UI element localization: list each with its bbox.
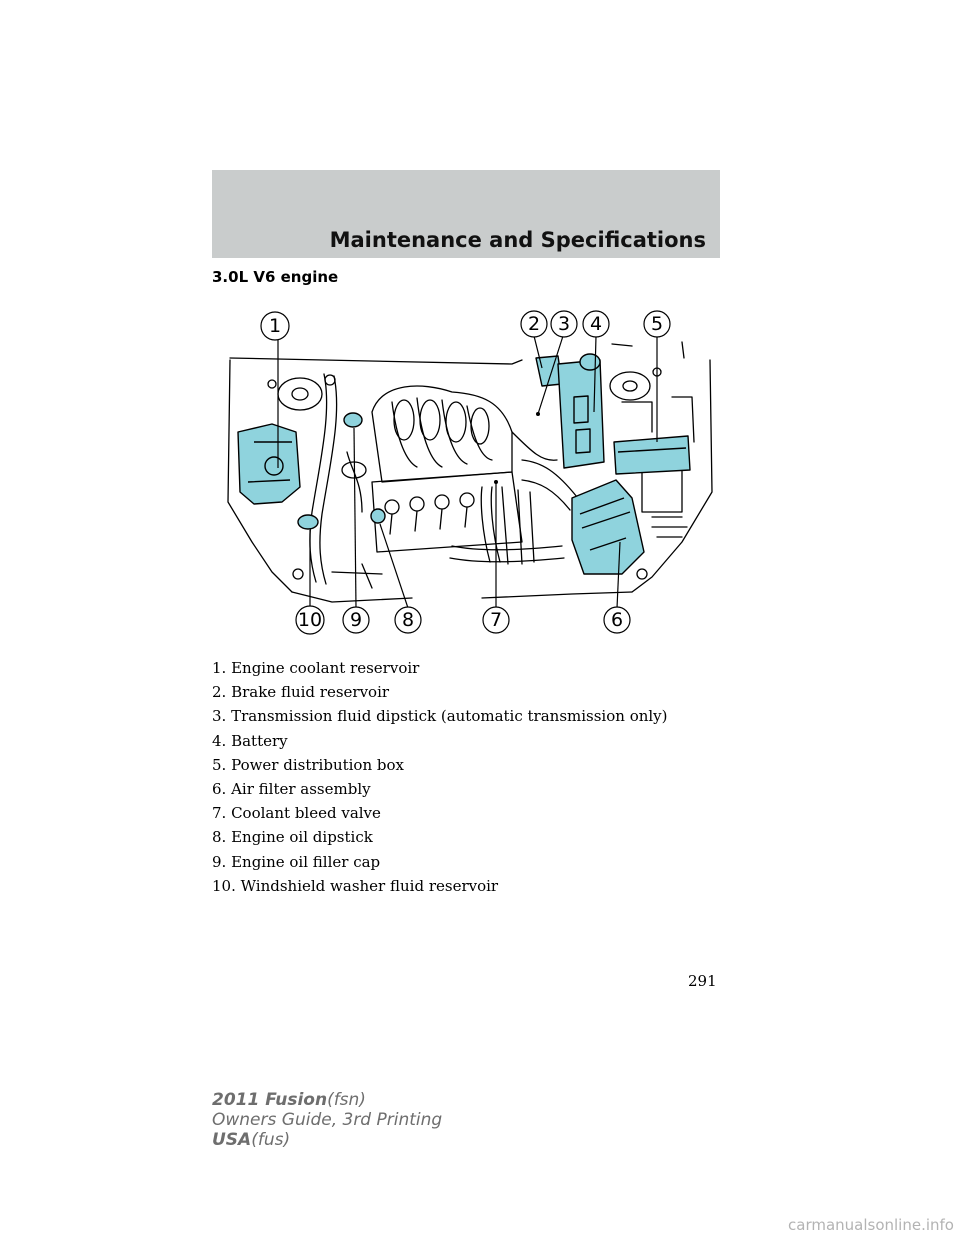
callout-8: 8 <box>401 609 415 631</box>
callout-6: 6 <box>610 609 624 631</box>
legend-item: 10. Windshield washer fluid reservoir <box>212 876 499 895</box>
callout-10: 10 <box>297 609 323 631</box>
power-distribution-box <box>614 436 690 474</box>
hood-line <box>230 358 522 364</box>
callout-7: 7 <box>489 609 503 631</box>
engine-block <box>372 472 522 552</box>
component-legend <box>212 656 668 898</box>
legend-item: 6. Air filter assembly <box>212 779 371 798</box>
legend-item: 5. Power distribution box <box>212 755 404 774</box>
oil-dipstick <box>371 509 385 523</box>
footer-model: 2011 Fusion <box>212 1090 328 1110</box>
legend-item: 9. Engine oil filler cap <box>212 852 381 871</box>
footer-line-3 <box>212 1130 442 1150</box>
callout-3: 3 <box>557 313 571 335</box>
footer-line-2: Owners Guide, 3rd Printing <box>212 1110 443 1130</box>
callout-5: 5 <box>650 313 664 335</box>
footer <box>212 1090 442 1150</box>
legend-item: 3. Transmission fluid dipstick (automatic transmission only) <box>212 707 668 726</box>
callout-2: 2 <box>527 313 541 335</box>
legend-item: 8. Engine oil dipstick <box>212 828 373 847</box>
legend-item: 2. Brake fluid reservoir <box>212 683 390 702</box>
engine-diagram-svg <box>212 302 720 642</box>
watermark: carmanualsonline.info <box>788 1216 954 1234</box>
legend-item: 1. Engine coolant reservoir <box>212 659 420 677</box>
page-number: 291 <box>688 972 717 990</box>
left-strut <box>278 378 322 410</box>
oil-filler-cap <box>344 413 362 427</box>
callout-1: 1 <box>268 315 282 337</box>
right-strut <box>610 372 650 400</box>
front-right <box>482 592 632 598</box>
footer-market: USA <box>212 1130 252 1150</box>
leader-9 <box>354 428 356 608</box>
leader-8 <box>380 524 408 608</box>
right-fender <box>632 360 712 592</box>
footer-model-code: (fsn) <box>327 1090 366 1110</box>
callout-9: 9 <box>349 609 363 631</box>
engine-diagram <box>212 302 720 642</box>
washer-reservoir <box>298 515 318 529</box>
engine-title: 3.0L V6 engine <box>212 268 339 286</box>
legend-item: 4. Battery <box>212 731 288 750</box>
header-band <box>212 170 720 258</box>
throttle-body <box>512 432 557 460</box>
callout-4: 4 <box>589 313 603 335</box>
section-header: Maintenance and Specifications <box>329 228 706 252</box>
footer-market-code: (fus) <box>251 1130 291 1150</box>
bleed-tubes <box>502 487 534 564</box>
legend-item: 7. Coolant bleed valve <box>212 804 381 823</box>
left-hose <box>310 374 327 582</box>
footer-line-1 <box>212 1090 442 1110</box>
